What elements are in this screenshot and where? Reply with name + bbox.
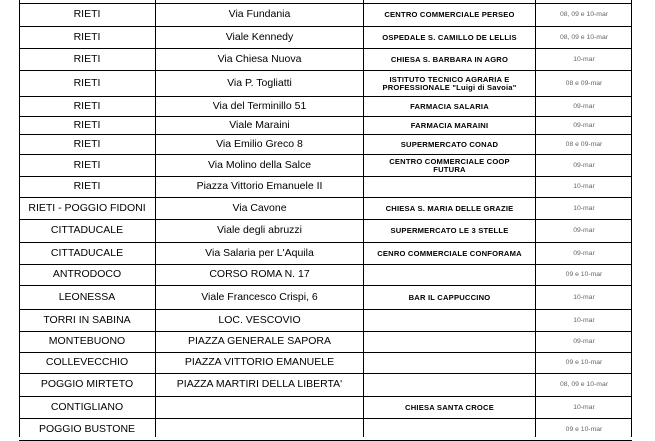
row-divider (19, 48, 632, 49)
address-cell: CORSO ROMA N. 17 (209, 268, 310, 281)
date-cell: 08, 09 e 10-mar (560, 381, 608, 389)
city-cell: RIETI (73, 99, 101, 112)
date-cell: 10-mar (573, 293, 595, 301)
row-divider (19, 418, 632, 419)
city-cell: RIETI (73, 180, 101, 193)
address-cell: PIAZZA VITTORIO EMANUELE (184, 356, 335, 369)
date-cell: 09-mar (573, 121, 595, 129)
city-cell: CITTADUCALE (50, 246, 124, 259)
city-cell: RIETI (73, 76, 101, 89)
row-divider (19, 116, 632, 117)
row-divider (19, 285, 632, 286)
table-row (19, 243, 632, 264)
address-cell: PIAZZA GENERALE SAPORA (188, 335, 331, 348)
date-cell: 08 e 09-mar (565, 79, 603, 87)
table-row (19, 374, 632, 396)
address-cell: Via Molino della Salce (207, 158, 312, 171)
city-cell: MONTEBUONO (48, 335, 126, 348)
city-cell: RIETI (73, 52, 101, 65)
row-divider (19, 242, 632, 243)
row-divider (19, 396, 632, 397)
address-cell: Via Emilio Greco 8 (216, 137, 303, 150)
row-divider (19, 70, 632, 71)
table-row (19, 198, 632, 219)
address-cell: Via Cavone (232, 201, 287, 214)
table-row (19, 71, 632, 96)
row-divider (19, 309, 632, 310)
date-cell: 09-mar (573, 102, 595, 110)
location-cell: CHIESA SANTA CROCE (405, 402, 494, 412)
row-divider (19, 134, 632, 135)
location-cell: CENTRO COMMERCIALE COOP FUTURA (389, 156, 510, 174)
location-cell: FARMACIA MARAINI (410, 120, 489, 130)
address-cell: Piazza Vittorio Emanuele II (196, 180, 323, 193)
city-cell: CITTADUCALE (50, 224, 124, 237)
city-cell: RIETI (73, 118, 101, 131)
city-cell: POGGIO MIRTETO (40, 378, 134, 391)
table-row (19, 49, 632, 70)
city-cell: LEONESSA (58, 290, 116, 303)
date-cell: 10-mar (573, 403, 595, 411)
address-cell: LOC. VESCOVIO (218, 313, 301, 326)
address-cell: Viale Francesco Crispi, 6 (201, 290, 318, 303)
table-row (19, 27, 632, 48)
location-cell (364, 177, 535, 197)
table-row (19, 4, 632, 26)
table-row (19, 265, 632, 285)
location-cell (364, 332, 535, 352)
row-divider (19, 197, 632, 198)
row-divider (19, 176, 632, 177)
table-row (19, 135, 632, 154)
table-row (19, 397, 632, 418)
table-row (19, 155, 632, 176)
row-divider (19, 331, 632, 332)
city-cell: POGGIO BUSTONE (38, 422, 136, 435)
location-cell: CHIESA S. BARBARA IN AGRO (390, 54, 509, 64)
location-cell: CENRO COMMERCIALE CONFORAMA (377, 248, 522, 258)
address-cell (156, 397, 363, 418)
location-cell: CHIESA S. MARIA DELLE GRAZIE (385, 203, 514, 213)
table-row (19, 117, 632, 134)
table-row (19, 332, 632, 352)
row-divider (19, 26, 632, 27)
address-cell: Viale Maraini (229, 118, 290, 131)
table-row (19, 310, 632, 331)
city-cell: RIETI (73, 158, 101, 171)
location-cell (364, 310, 535, 331)
city-cell: CONTIGLIANO (50, 400, 124, 413)
location-cell: SUPERMERCATO CONAD (400, 139, 499, 149)
city-cell: TORRI IN SABINA (43, 313, 131, 326)
location-cell: SUPERMERCATO LE 3 STELLE (390, 226, 509, 236)
table-row (19, 220, 632, 242)
table-row (19, 97, 632, 116)
address-cell: Viale Kennedy (225, 30, 294, 43)
address-cell: PIAZZA MARTIRI DELLA LIBERTA' (176, 378, 343, 391)
address-cell: Via Salaria per L'Aquila (205, 246, 314, 259)
row-divider (19, 264, 632, 265)
row-divider (19, 3, 632, 4)
table-row (19, 286, 632, 309)
location-cell (364, 265, 535, 285)
city-cell: COLLEVECCHIO (45, 356, 129, 369)
location-cell: FARMACIA SALARIA (410, 101, 489, 111)
table-row (19, 353, 632, 373)
row-divider (19, 96, 632, 97)
address-cell: Via Chiesa Nuova (217, 52, 302, 65)
date-cell: 09 e 10-mar (565, 271, 603, 279)
address-cell: Via del Terminillo 51 (212, 99, 307, 112)
city-cell: RIETI - POGGIO FIDONI (28, 201, 146, 214)
date-cell: 10-mar (573, 183, 595, 191)
location-cell: ISTITUTO TECNICO AGRARIA E PROFESSIONALE "Luigi di Savoia" (382, 74, 517, 92)
date-cell: 09 e 10-mar (565, 359, 603, 367)
date-cell: 09-mar (573, 227, 595, 235)
row-divider (19, 219, 632, 220)
city-cell: RIETI (73, 30, 101, 43)
date-cell: 08, 09 e 10-mar (560, 33, 608, 41)
date-cell: 08, 09 e 10-mar (560, 11, 608, 19)
address-cell: Viale degli abruzzi (216, 224, 303, 237)
location-cell (364, 353, 535, 373)
date-cell: 10-mar (573, 204, 595, 212)
location-cell: CENTRO COMMERCIALE PERSEO (384, 10, 515, 20)
date-cell: 10-mar (573, 55, 595, 63)
address-cell: Via P. Togliatti (227, 76, 292, 89)
row-divider (19, 154, 632, 155)
location-cell: BAR IL CAPPUCCINO (408, 292, 491, 302)
location-cell (364, 374, 535, 396)
city-cell: ANTRODOCO (52, 268, 122, 281)
city-cell: RIETI (73, 8, 101, 21)
date-cell: 09-mar (573, 338, 595, 346)
date-cell: 09 e 10-mar (565, 425, 603, 433)
location-cell: OSPEDALE S. CAMILLO DE LELLIS (382, 32, 517, 42)
table-row (19, 177, 632, 197)
date-cell: 09-mar (573, 161, 595, 169)
date-cell: 08 e 09-mar (565, 140, 603, 148)
row-divider (19, 352, 632, 353)
address-cell: Via Fundania (228, 8, 291, 21)
city-cell: RIETI (73, 137, 101, 150)
date-cell: 10-mar (573, 316, 595, 324)
date-cell: 09-mar (573, 249, 595, 257)
row-divider (19, 373, 632, 374)
